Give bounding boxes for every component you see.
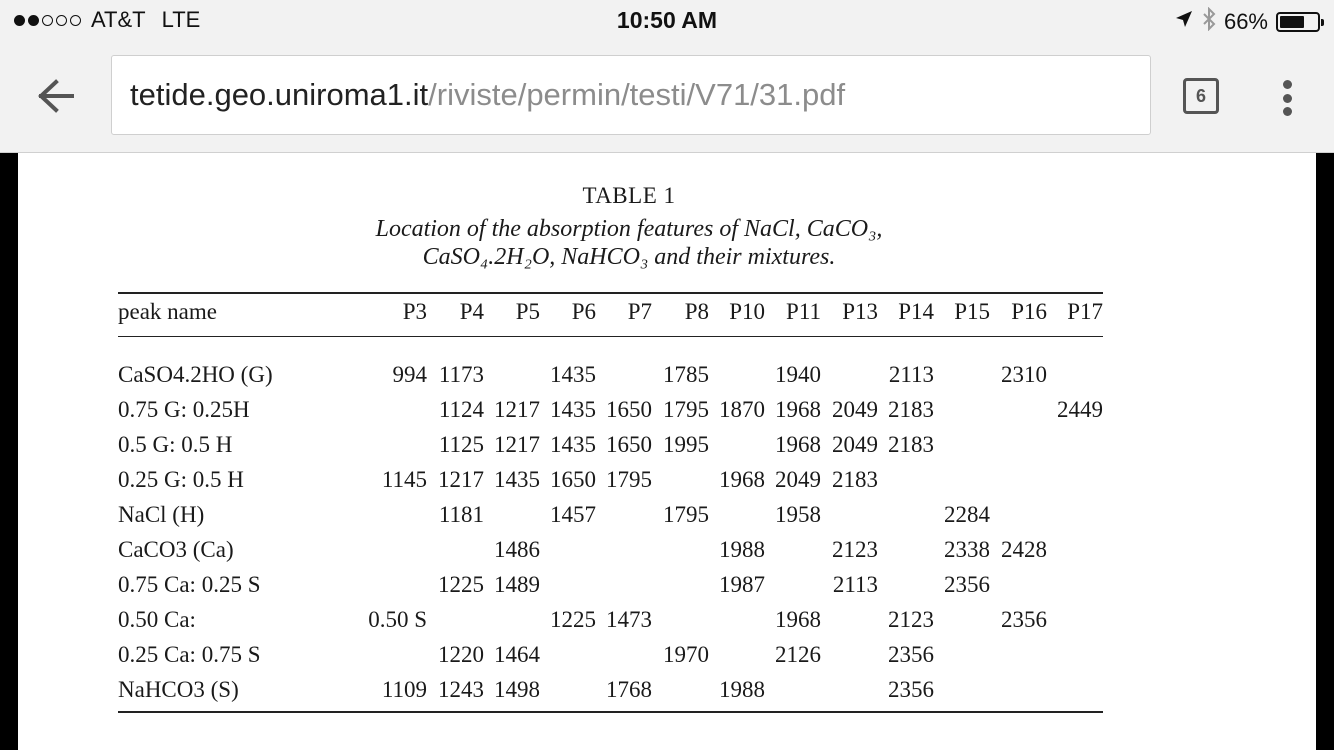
table-cell: 1650	[550, 467, 596, 492]
table-cell: 1968	[775, 432, 821, 457]
table-cell: 1457	[550, 502, 596, 527]
table-cell: 1795	[663, 502, 709, 527]
row-label: CaSO4.2HO (G)	[118, 362, 273, 387]
table-cell: 2449	[1057, 397, 1103, 422]
table-cell: 1498	[494, 677, 540, 702]
table-row	[118, 397, 1118, 427]
table-cell: 2284	[944, 502, 990, 527]
table-row	[118, 502, 1118, 532]
table-cell: 1109	[381, 677, 427, 702]
menu-dot-icon	[1283, 94, 1292, 103]
table-cell: 1958	[775, 502, 821, 527]
table-top-rule	[118, 292, 1103, 294]
table-cell: 1650	[606, 432, 652, 457]
table-cell: 1225	[438, 572, 484, 597]
table-cell: 1225	[550, 607, 596, 632]
tab-count: 6	[1195, 85, 1206, 106]
table-cell: 2356	[888, 642, 934, 667]
table-row	[118, 607, 1118, 637]
table-cell: 1435	[550, 397, 596, 422]
table-cell: 1968	[719, 467, 765, 492]
table-cell: 1988	[719, 537, 765, 562]
menu-dot-icon	[1283, 107, 1292, 116]
table-row	[118, 467, 1118, 497]
table-cell: P11	[786, 299, 821, 324]
table-cell: 2428	[1001, 537, 1047, 562]
table-cell: P13	[842, 299, 878, 324]
table-cell: 2049	[775, 467, 821, 492]
table-cell: 2126	[775, 642, 821, 667]
table-cell: 2049	[832, 432, 878, 457]
table-cell: 1125	[438, 432, 484, 457]
location-arrow-icon	[1174, 9, 1194, 35]
table-cell: 1173	[438, 362, 484, 387]
table-cell: 1995	[663, 432, 709, 457]
table-cell: 1489	[494, 572, 540, 597]
table-cell: P16	[1011, 299, 1047, 324]
table-cell: 1940	[775, 362, 821, 387]
table-cell: P5	[515, 299, 540, 324]
table-cell: P6	[571, 299, 596, 324]
status-right	[1174, 7, 1320, 37]
table-cell: 1435	[550, 362, 596, 387]
table-cell: 1785	[663, 362, 709, 387]
menu-dot-icon	[1283, 80, 1292, 89]
table-cell: 1217	[438, 467, 484, 492]
row-label: 0.25 Ca: 0.75 S	[118, 642, 261, 667]
row-label: 0.25 G: 0.5 H	[118, 467, 244, 492]
battery-percent: 66%	[1223, 9, 1268, 34]
table-cell: 1968	[775, 607, 821, 632]
table-row	[118, 677, 1118, 707]
back-button[interactable]	[30, 72, 82, 120]
row-label: peak name	[118, 299, 217, 324]
row-label: CaCO3 (Ca)	[118, 537, 234, 562]
table-cell: P14	[898, 299, 934, 324]
table-cell: 1768	[606, 677, 652, 702]
row-label: NaHCO3 (S)	[118, 677, 239, 702]
table-cell: 1987	[719, 572, 765, 597]
battery-fill	[1280, 16, 1304, 28]
table-cell: 1968	[775, 397, 821, 422]
back-arrow-icon	[36, 78, 76, 114]
battery-icon	[1276, 12, 1320, 32]
table-row	[118, 572, 1118, 602]
table-cell: P7	[627, 299, 652, 324]
table-cell: 2310	[1001, 362, 1047, 387]
table-row	[118, 537, 1118, 567]
table-cell: 1124	[438, 397, 484, 422]
table-cell: 2356	[888, 677, 934, 702]
table-row	[118, 432, 1118, 462]
carrier-label: AT&T	[91, 7, 146, 32]
table-cell: P3	[402, 299, 427, 324]
browser-toolbar	[0, 40, 1334, 153]
row-label: 0.75 G: 0.25H	[118, 397, 250, 422]
clock: 10:50 AM	[616, 7, 718, 33]
table-cell: 1795	[606, 467, 652, 492]
bluetooth-icon	[1202, 7, 1216, 37]
table-cell: 2338	[944, 537, 990, 562]
table-cell: 1795	[663, 397, 709, 422]
table-cell: 1473	[606, 607, 652, 632]
table-cell: 2183	[832, 467, 878, 492]
table-cell: P10	[729, 299, 765, 324]
table-cell: 2183	[888, 432, 934, 457]
table-caption-line-1: Location of the absorption features of NaCl, CaCO₃,	[375, 216, 883, 242]
status-bar	[0, 0, 1334, 40]
table-cell: 994	[392, 362, 427, 387]
table-cell: 1181	[438, 502, 484, 527]
table-cell: 2123	[888, 607, 934, 632]
pdf-page[interactable]	[18, 153, 1316, 750]
table-cell: P4	[459, 299, 484, 324]
table-cell: 1870	[719, 397, 765, 422]
table-cell: 2356	[944, 572, 990, 597]
table-cell: 1464	[494, 642, 540, 667]
table-caption-line-2: CaSO₄.2H₂O, NaHCO₃ and their mixtures.	[422, 244, 836, 270]
table-cell: 1145	[381, 467, 427, 492]
table-cell: 2356	[1001, 607, 1047, 632]
table-title: TABLE 1	[582, 183, 676, 208]
table-cell: 1486	[494, 537, 540, 562]
table-cell: 1220	[438, 642, 484, 667]
table-cell: 1435	[550, 432, 596, 457]
network-label: LTE	[161, 7, 201, 32]
url-path: /riviste/permin/testi/V71/31.pdf	[428, 77, 846, 112]
overflow-menu-button[interactable]	[1276, 76, 1298, 120]
table-header-rule	[118, 336, 1103, 337]
table-cell: 1217	[494, 432, 540, 457]
table-cell: 2113	[832, 572, 878, 597]
table-cell: 2049	[832, 397, 878, 422]
table-cell: P17	[1067, 299, 1103, 324]
table-cell: 1650	[606, 397, 652, 422]
row-label: NaCl (H)	[118, 502, 205, 527]
table-bottom-rule	[118, 711, 1103, 713]
row-label: 0.5 G: 0.5 H	[118, 432, 233, 457]
table-cell: 1435	[494, 467, 540, 492]
tab-switcher-button[interactable]	[1183, 78, 1219, 114]
table-cell: 1970	[663, 642, 709, 667]
row-label: 0.75 Ca: 0.25 S	[118, 572, 261, 597]
url-host: tetide.geo.uniroma1.it	[130, 77, 429, 112]
table-row	[118, 642, 1118, 672]
table-cell: P8	[684, 299, 709, 324]
table-cell: 2123	[832, 537, 878, 562]
table-cell: 2183	[888, 397, 934, 422]
url-bar[interactable]	[111, 55, 1151, 135]
table-cell: 1243	[438, 677, 484, 702]
table-row	[118, 362, 1118, 392]
table-cell: 1217	[494, 397, 540, 422]
table-cell: 2113	[888, 362, 934, 387]
battery-nub	[1321, 19, 1324, 26]
table-cell: 0.50 S	[368, 607, 427, 632]
row-label: 0.50 Ca:	[118, 607, 196, 632]
table-header-row	[118, 299, 1118, 329]
table-cell: 1988	[719, 677, 765, 702]
table-cell: P15	[954, 299, 990, 324]
